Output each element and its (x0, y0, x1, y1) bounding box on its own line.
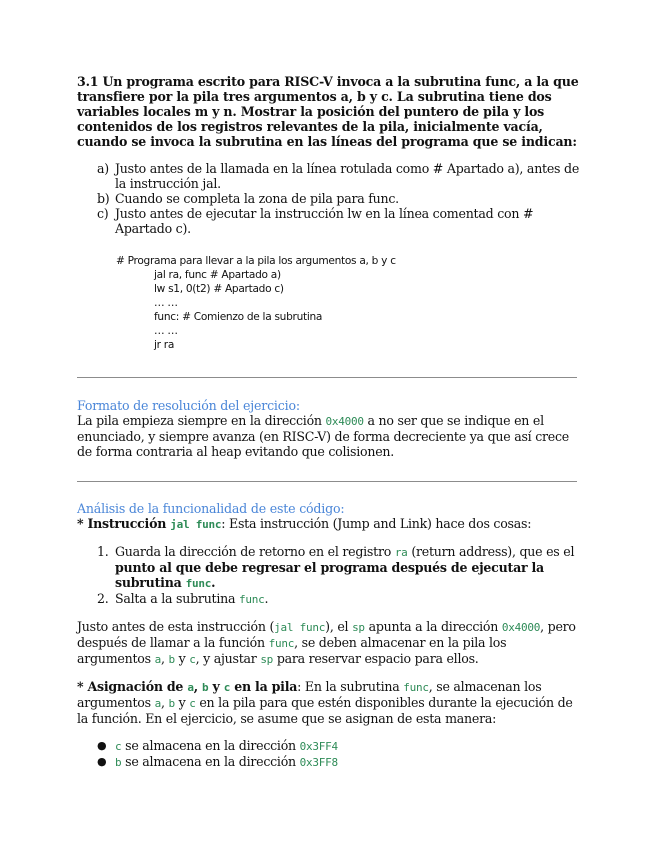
formato-heading: Formato de resolución del ejercicio: (77, 398, 300, 413)
apartado-text: Cuando se completa la zona de pila para func. (115, 191, 399, 206)
step-item (97, 591, 582, 607)
bullet-item (97, 738, 582, 754)
text-run: , y ajustar (195, 651, 261, 666)
text-run: y (174, 695, 190, 710)
code-inline: b (202, 681, 209, 694)
text-run: punto al que debe regresar el programa después de ejecutar la subrutina (115, 560, 544, 590)
assignment-bullets (77, 738, 582, 770)
code-inline: sp (352, 621, 365, 634)
text-run: Salta a la subrutina (115, 591, 240, 606)
apartado-marker: c) (97, 206, 109, 221)
analisis-heading: Análisis de la funcionalidad de este código: (77, 501, 345, 516)
bullet-dot-icon: ● (97, 739, 107, 752)
text-run: . (264, 591, 269, 606)
text-run: , (160, 695, 169, 710)
code-line: … … (154, 325, 178, 337)
code-line: jal ra, func # Apartado a) (154, 269, 281, 281)
text-run: La pila empieza siempre en la dirección (77, 413, 326, 428)
text-run: : Esta instrucción (Jump and Link) hace dos cosas: (221, 516, 532, 531)
code-inline: a (154, 697, 161, 710)
code-line: jr ra (154, 339, 175, 351)
apartado-item (97, 161, 580, 191)
code-inline: c (189, 653, 196, 666)
text-run: , pero después de llamar a la función (77, 619, 576, 650)
apartado-text: Justo antes de ejecutar la instrucción lw en la línea comentad con # Apartado c). (115, 206, 534, 236)
code-inline: a (187, 681, 194, 694)
formato-section (77, 398, 582, 459)
code-inline: ra (394, 546, 408, 559)
text-run: para reservar espacio para ellos. (273, 651, 479, 666)
text-run: se almacena en la dirección (121, 754, 300, 769)
analisis-section (77, 501, 582, 770)
formato-text (77, 413, 582, 459)
text-run: (return address), que es el (407, 544, 575, 559)
apartado-item (97, 191, 580, 206)
code-inline: jal func (170, 518, 222, 531)
code-inline: a (154, 653, 161, 666)
text-run: * Instrucción (77, 516, 171, 531)
text-run: ), el (325, 619, 353, 634)
bullet-dot-icon: ● (97, 755, 107, 768)
apartado-marker: b) (97, 191, 110, 206)
code-inline: b (168, 653, 175, 666)
code-inline: func (268, 637, 295, 650)
step-item (97, 544, 582, 591)
code-inline: 0x4000 (501, 621, 541, 634)
text-run: Guarda la dirección de retorno en el registro (115, 544, 395, 559)
code-inline: c (189, 697, 196, 710)
code-inline: func (403, 681, 429, 694)
text-run: y (208, 679, 224, 694)
code-line: lw s1, 0(t2) # Apartado c) (154, 283, 284, 295)
stack-start-address: 0x4000 (325, 415, 364, 428)
text-run: apunta a la dirección (364, 619, 502, 634)
apartado-marker: a) (97, 161, 109, 176)
text-run: Justo antes de esta instrucción ( (77, 619, 275, 634)
text-run: a no ser que se indique en el enunciado, y siempre avanza (en RISC-V) de forma decreciente ya que así crece de forma contraria al heap evitando que colisionen. (77, 413, 569, 459)
code-inline: func (185, 577, 212, 590)
text-run: , se deben almacenar en la pila los argumentos (77, 635, 507, 666)
text-run: y (174, 651, 190, 666)
text-run: en la pila (230, 679, 298, 694)
instruction-steps (77, 544, 582, 607)
code-inline: c (223, 681, 231, 694)
code-inline: 0x3FF8 (299, 756, 338, 769)
exercise-intro: 3.1 Un programa escrito para RISC-V invoca a la subrutina func, a la que transfiere por la pila tres argumentos a, b y c. La subrutina tiene dos variables locales m y n. Mostrar la posición del puntero de pila y los contenidos de los registros relevantes de la pila, inicialmente vacía, cuando se invoca la subrutina en las líneas del programa que se indican: (77, 74, 579, 149)
apartado-text: Justo antes de la llamada en la línea rotulada como # Apartado a), antes de la instrucción jal. (115, 161, 580, 191)
step-marker: 2. (97, 591, 109, 606)
code-inline: c (115, 740, 122, 753)
text-run: * Asignación de (77, 679, 188, 694)
code-inline: func (239, 593, 265, 606)
assignment-paragraph (77, 679, 582, 726)
code-inline: b (115, 756, 122, 769)
code-inline: 0x3FF4 (299, 740, 338, 753)
stack-explanation (77, 619, 582, 667)
text-run: , se almacenan los argumentos (77, 679, 542, 710)
apartados-list (77, 161, 580, 236)
code-line: # Programa para llevar a la pila los argumentos a, b y c (116, 255, 396, 267)
apartado-item (97, 206, 580, 236)
section-divider (77, 377, 577, 378)
code-inline: b (168, 697, 175, 710)
code-line: … … (154, 297, 178, 309)
code-line: func: # Comienzo de la subrutina (154, 311, 323, 323)
bullet-item (97, 754, 582, 770)
text-run: . (211, 575, 216, 590)
text-run: , (160, 651, 169, 666)
exercise-statement (77, 74, 580, 352)
code-inline: jal func (274, 621, 326, 634)
text-run: : En la subrutina (297, 679, 404, 694)
code-listing (116, 254, 580, 352)
step-marker: 1. (97, 544, 109, 559)
text-run: , (193, 679, 202, 694)
text-run: en la pila para que estén disponibles durante la ejecución de la función. En el ejercicio, se asume que se asignan de esta manera: (77, 695, 573, 726)
section-divider (77, 481, 577, 482)
text-run: se almacena en la dirección (121, 738, 300, 753)
instruction-line (77, 516, 582, 532)
code-inline: sp (260, 653, 274, 666)
